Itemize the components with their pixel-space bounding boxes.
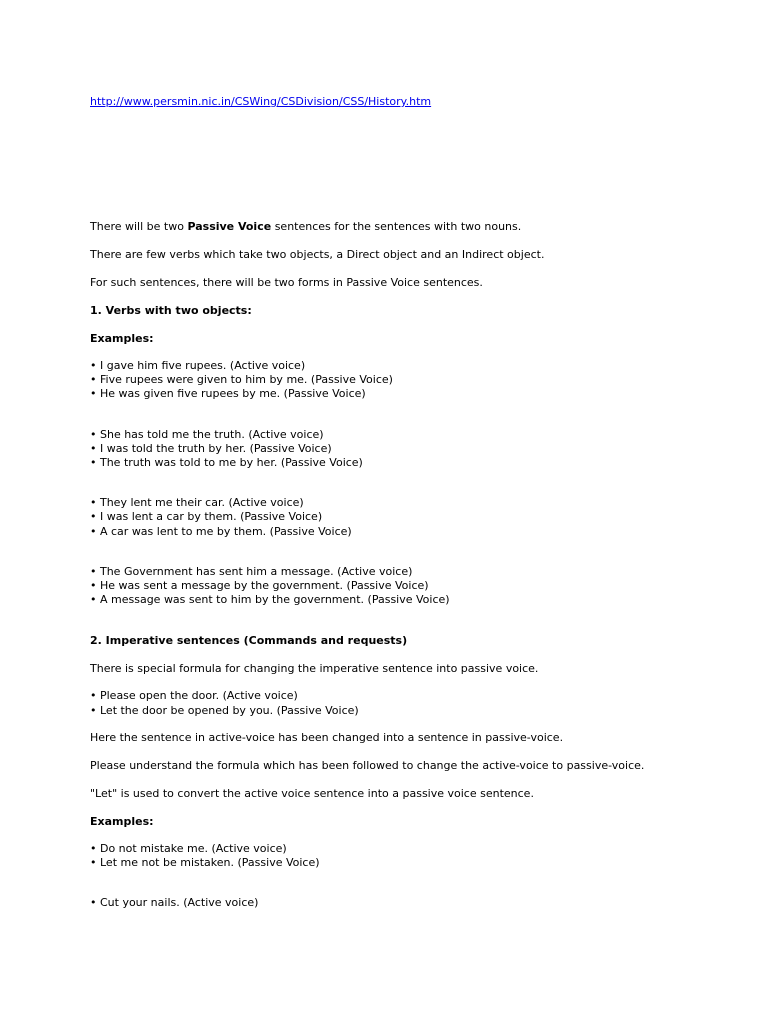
intro-line-3: For such sentences, there will be two forms in Passive Voice sentences. bbox=[90, 276, 483, 289]
example-group bbox=[90, 689, 750, 717]
example-line: • They lent me their car. (Active voice) bbox=[90, 496, 304, 510]
example-group bbox=[90, 896, 750, 910]
section-2-heading: 2. Imperative sentences (Commands and requests) bbox=[90, 634, 408, 648]
example-group bbox=[90, 428, 750, 471]
example-line: • The Government has sent him a message. (Active voice) bbox=[90, 564, 413, 578]
intro-bold-text: Passive Voice bbox=[187, 220, 272, 233]
example-line: • I was lent a car by them. (Passive Voice) bbox=[90, 510, 323, 524]
intro-line-2: There are few verbs which take two objects, a Direct object and an Indirect object. bbox=[90, 248, 545, 261]
example-group bbox=[90, 496, 750, 539]
example-line: • He was given five rupees by me. (Passive Voice) bbox=[90, 387, 366, 401]
section-2-para-3: "Let" is used to convert the active voice sentence into a passive voice sentence. bbox=[90, 786, 534, 800]
section-2-examples-label: Examples: bbox=[90, 814, 154, 828]
example-line: • She has told me the truth. (Active voice) bbox=[90, 427, 324, 441]
history-link[interactable]: http://www.persmin.nic.in/CSWing/CSDivision/CSS/History.htm bbox=[90, 95, 432, 108]
intro-text: There will be two bbox=[90, 220, 188, 233]
example-line: • He was sent a message by the government. (Passive Voice) bbox=[90, 579, 429, 593]
example-line: • Please open the door. (Active voice) bbox=[90, 689, 298, 703]
example-line: • Five rupees were given to him by me. (Passive Voice) bbox=[90, 373, 393, 387]
example-line: • I gave him five rupees. (Active voice) bbox=[90, 359, 306, 372]
example-line: • Let me not be mistaken. (Passive Voice) bbox=[90, 856, 320, 870]
example-line: • Let the door be opened by you. (Passive Voice) bbox=[90, 703, 359, 717]
example-group bbox=[90, 842, 750, 870]
example-group bbox=[90, 359, 750, 402]
section-1-examples-label: Examples: bbox=[90, 332, 154, 345]
example-line: • A message was sent to him by the government. (Passive Voice) bbox=[90, 593, 450, 607]
section-2-para-1: Here the sentence in active-voice has been changed into a sentence in passive-voice. bbox=[90, 730, 564, 744]
example-line: • Cut your nails. (Active voice) bbox=[90, 896, 259, 910]
spacer bbox=[90, 110, 750, 219]
example-line: • The truth was told to me by her. (Passive Voice) bbox=[90, 456, 363, 470]
intro-line-1 bbox=[90, 219, 750, 235]
section-1-heading: 1. Verbs with two objects: bbox=[90, 304, 252, 317]
example-line: • I was told the truth by her. (Passive Voice) bbox=[90, 441, 332, 455]
section-2-para-2: Please understand the formula which has been followed to change the active-voice to passive-voice. bbox=[90, 758, 645, 772]
example-line: • Do not mistake me. (Active voice) bbox=[90, 841, 287, 855]
document-body bbox=[90, 94, 750, 922]
example-line: • A car was lent to me by them. (Passive Voice) bbox=[90, 524, 352, 538]
intro-text: sentences for the sentences with two nouns. bbox=[271, 220, 522, 233]
section-2-intro: There is special formula for changing the imperative sentence into passive voice. bbox=[90, 662, 539, 676]
example-group bbox=[90, 565, 750, 608]
